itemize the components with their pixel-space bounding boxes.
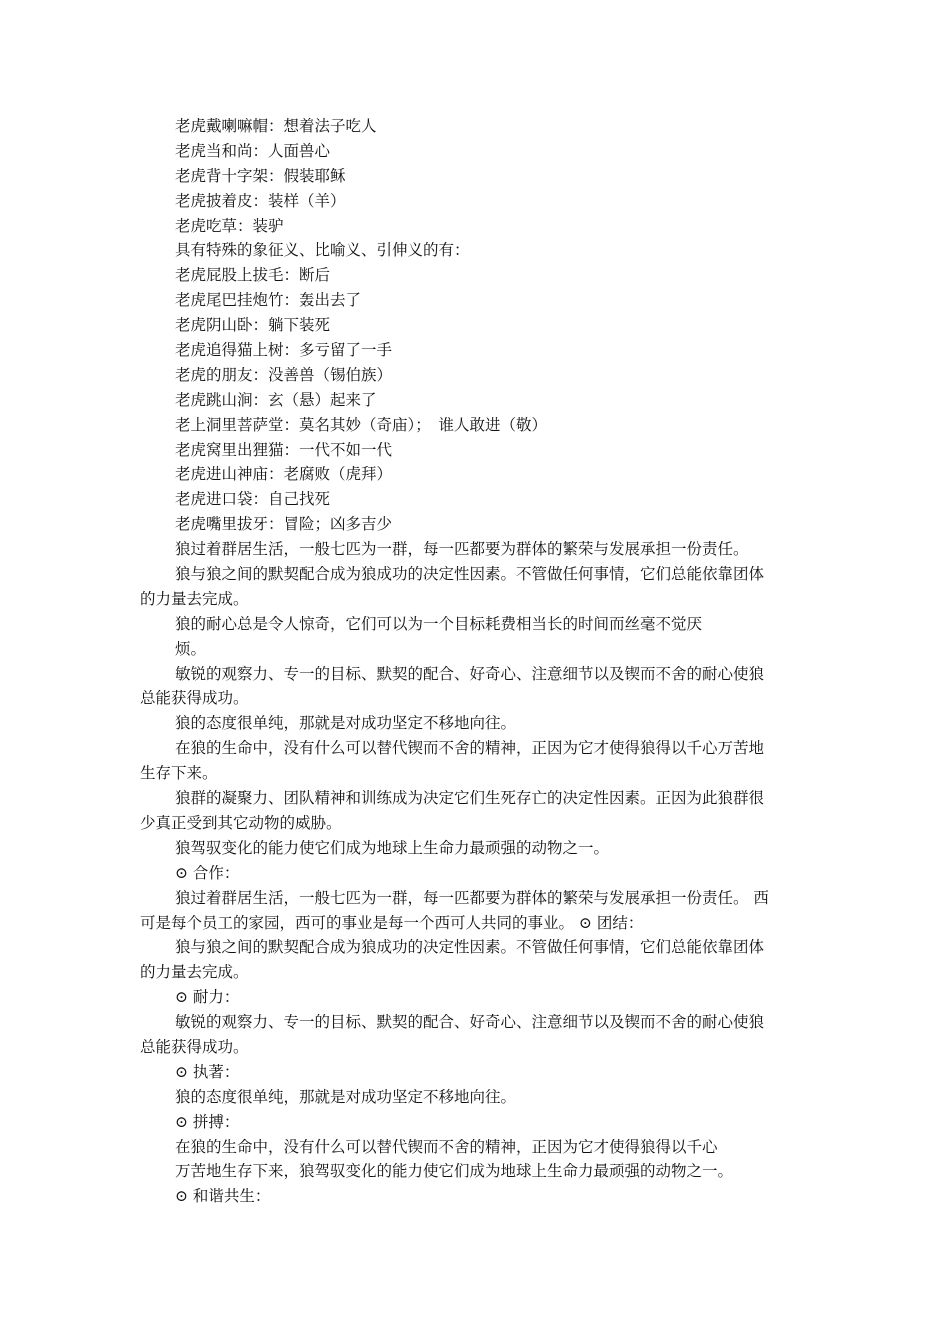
- paragraph-line: 狼过着群居生活，一般七匹为一群，每一匹都要为群体的繁荣与发展承担一份责任。 西: [175, 888, 769, 907]
- paragraph-line: 狼群的凝聚力、团队精神和训练成为决定它们生死存亡的决定性因素。正因为此狼群很: [175, 789, 765, 808]
- paragraph-line: 狼驾驭变化的能力使它们成为地球上生命力最顽强的动物之一。: [175, 838, 610, 857]
- text-line: 老虎进山神庙：老腐败（虎拜）: [175, 465, 393, 484]
- paragraph-line: 总能获得成功。: [140, 689, 249, 708]
- paragraph-line: 总能获得成功。: [140, 1037, 249, 1056]
- section-heading: ⊙ 和谐共生：: [175, 1187, 271, 1206]
- text-line: 老上洞里菩萨堂：莫名其妙（奇庙）； 谁人敢进（敬）: [175, 415, 548, 434]
- text-line: 老虎披着皮：装样（羊）: [175, 191, 346, 210]
- text-line: 老虎背十字架：假装耶稣: [175, 166, 346, 185]
- text-line: 老虎阴山卧：躺下装死: [175, 316, 331, 335]
- text-line: 老虎窝里出狸猫：一代不如一代: [175, 440, 393, 459]
- text-line: 老虎的朋友：没善兽（锡伯族）: [175, 365, 393, 384]
- paragraph-line: 狼的态度很单纯，那就是对成功坚定不移地向往。: [175, 714, 517, 733]
- text-line: 老虎进口袋：自己找死: [175, 490, 331, 509]
- paragraph-line: 狼的耐心总是令人惊奇，它们可以为一个目标耗费相当长的时间而丝毫不觉厌: [175, 614, 703, 633]
- section-heading: ⊙ 拼搏：: [175, 1112, 240, 1131]
- text-line: 老虎追得猫上树：多亏留了一手: [175, 341, 393, 360]
- text-line: 老虎当和尚：人面兽心: [175, 141, 331, 160]
- text-line: 老虎尾巴挂炮竹：轰出去了: [175, 291, 362, 310]
- paragraph-line: 狼的态度很单纯，那就是对成功坚定不移地向往。: [175, 1087, 517, 1106]
- text-line: 老虎嘴里拔牙：冒险；凶多吉少: [175, 515, 393, 534]
- text-line: 老虎吃草：装驴: [175, 216, 284, 235]
- paragraph-line: 敏锐的观察力、专一的目标、默契的配合、好奇心、注意细节以及锲而不舍的耐心使狼: [175, 664, 765, 683]
- section-heading: ⊙ 耐力：: [175, 988, 240, 1007]
- paragraph-line: 少真正受到其它动物的威胁。: [140, 813, 342, 832]
- paragraph-line: 狼与狼之间的默契配合成为狼成功的决定性因素。不管做任何事情，它们总能依靠团体: [175, 938, 765, 957]
- text-line: 老虎戴喇嘛帽：想着法子吃人: [175, 117, 377, 135]
- paragraph-line: 在狼的生命中，没有什么可以替代锲而不舍的精神，正因为它才使得狼得以千心: [175, 1137, 718, 1156]
- section-intro: 具有特殊的象征义、比喻义、引伸义的有：: [175, 241, 470, 260]
- paragraph-line: 的力量去完成。: [140, 963, 249, 982]
- paragraph-line: 生存下来。: [140, 764, 218, 783]
- paragraph-line: 狼过着群居生活，一般七匹为一群，每一匹都要为群体的繁荣与发展承担一份责任。: [175, 540, 749, 559]
- paragraph-line: 敏锐的观察力、专一的目标、默契的配合、好奇心、注意细节以及锲而不舍的耐心使狼: [175, 1013, 765, 1032]
- paragraph-line: 的力量去完成。: [140, 589, 249, 608]
- paragraph-line: 可是每个员工的家园，西可的事业是每一个西可人共同的事业。 ⊙ 团结：: [140, 913, 644, 932]
- document-page: [140, 114, 812, 1209]
- text-line: 老虎跳山涧：玄（悬）起来了: [175, 390, 377, 409]
- paragraph-line: 万苦地生存下来，狼驾驭变化的能力使它们成为地球上生命力最顽强的动物之一。: [175, 1162, 734, 1181]
- paragraph-line: 在狼的生命中，没有什么可以替代锲而不舍的精神，正因为它才使得狼得以千心万苦地: [175, 739, 765, 758]
- section-heading: ⊙ 合作：: [175, 863, 240, 882]
- paragraph-line: 烦。: [175, 639, 207, 658]
- text-line: 老虎屁股上拔毛：断后: [175, 266, 331, 285]
- section-heading: ⊙ 执著：: [175, 1062, 240, 1081]
- paragraph-line: 狼与狼之间的默契配合成为狼成功的决定性因素。不管做任何事情，它们总能依靠团体: [175, 565, 765, 584]
